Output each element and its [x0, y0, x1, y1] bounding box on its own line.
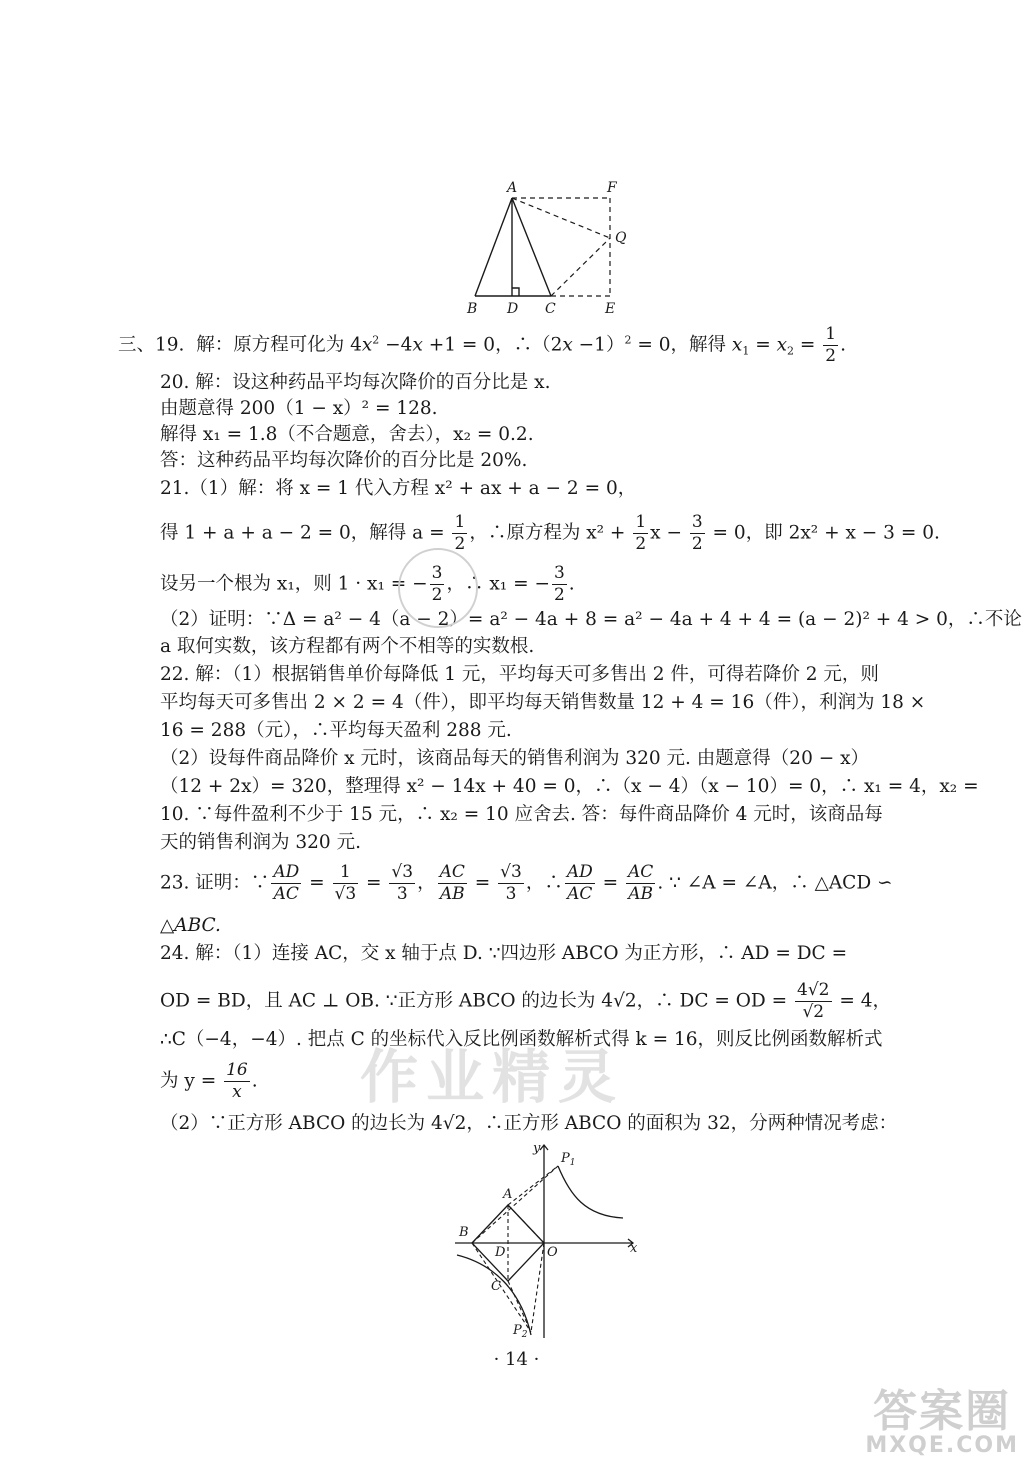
label-A: A	[503, 1187, 513, 1202]
q19-text: 解：原方程可化为 4	[196, 334, 362, 356]
q22-line-5: （12 + 2x）= 320，整理得 x² − 14x + 40 = 0，∴（x − 4）（x − 10）= 0，∴ x₁ = 4，x₂ =	[160, 776, 979, 797]
q22-line-7: 天的销售利润为 320 元.	[160, 832, 361, 853]
label-P2: $P_2$	[513, 1323, 528, 1340]
q21-line-1: 21.（1）解：将 x = 1 代入方程 x² + ax + a − 2 = 0，	[160, 478, 637, 499]
label-D: D	[495, 1245, 506, 1260]
label-A: A	[507, 180, 518, 196]
q23-line-1: 23. 证明：∵ $\frac{AD}{AC}$ = $\frac{1}{√3}$ = $\frac{√3}{3}$ ， $\frac{AC}{AB}$ = $\frac{√3}{3}$ ，∴ $\frac{AD}{AC}$ = $\frac{AC}{AB}$ . ∵ ∠A = ∠A，∴ △ACD ∽	[160, 862, 893, 904]
q20-line-1: 20. 解：设这种药品平均每次降价的百分比是 x.	[160, 372, 551, 393]
q22-line-6: 10. ∵每件盈利不少于 15 元，∴ x₂ = 10 应舍去. 答：每件商品降价 4 元时，该商品每	[160, 804, 883, 825]
label-O: O	[547, 1245, 558, 1260]
label-C: C	[545, 301, 556, 317]
watermark-stamp	[398, 548, 478, 628]
q19-line: 三、19. 解：原方程可化为 $4x^2 -4x +1 = 0$，∴（2x −1）$^2$ = 0，解得 $x_1 = x_2$ = $\frac{1}{2}$ .	[118, 324, 846, 366]
q22-line-3: 16 = 288（元），∴平均每天盈利 288 元.	[160, 720, 512, 741]
label-y: y	[533, 1141, 541, 1156]
q20-line-3: 解得 x₁ = 1.8（不合题意，舍去），x₂ = 0.2.	[160, 424, 534, 445]
q24-line-1: 24. 解：（1）连接 AC，交 x 轴于点 D. ∵四边形 ABCO 为正方形，∴ AD = DC =	[160, 943, 848, 964]
label-E: E	[605, 301, 616, 317]
q21-line-3: 设另一个根为 x₁，则 1 · x₁ = − $\frac{3}{2}$ ，∴ x₁ = − $\frac{3}{2}$ .	[160, 563, 575, 605]
q24-line-2: OD = BD，且 AC ⊥ OB. ∵正方形 ABCO 的边长为 4√2，∴ DC = OD = $\frac{4√2}{√2}$ = 4，	[160, 980, 892, 1022]
q19-number: 19.	[155, 334, 185, 356]
q22-line-1: 22. 解：（1）根据销售单价每降低 1 元，平均每天可多售出 2 件，可得若降价 2 元，则	[160, 664, 879, 685]
label-F: F	[607, 180, 617, 196]
q24-line-5: （2）∵正方形 ABCO 的边长为 4√2，∴正方形 ABCO 的面积为 32，分两种情况考虑：	[160, 1113, 898, 1134]
q19-text-b: −4	[379, 334, 413, 356]
q20-line-4: 答：这种药品平均每次降价的百分比是 20%.	[160, 450, 528, 471]
section-number: 三、	[118, 334, 156, 356]
label-C: C	[491, 1279, 501, 1294]
q24-line-3: ∴C（−4，−4）. 把点 C 的坐标代入反比例函数解析式得 k = 16，则反比例函数解析式	[160, 1029, 883, 1050]
q20-line-2: 由题意得 200（1 − x）² = 128.	[160, 398, 438, 419]
label-x: x	[630, 1241, 638, 1256]
logo-domain: MXQE.COM	[865, 1433, 1019, 1458]
q21-line-2: 得 1 + a + a − 2 = 0，解得 a = $\frac{1}{2}$ ，∴原方程为 x² + $\frac{1}{2}$ x − $\frac{3}{2}$ = 0，即 2x² + x − 3 = 0.	[160, 512, 940, 554]
figure-triangle	[455, 176, 645, 321]
q21-line-5: a 取何实数，该方程都有两个不相等的实数根.	[160, 636, 535, 657]
q19-text-e: = 0，解得	[631, 334, 732, 356]
q22-line-4: （2）设每件商品降价 x 元时，该商品每天的销售利润为 320 元. 由题意得（20 − x）	[160, 748, 870, 769]
q19-text-c: +1 = 0，∴（2	[422, 334, 563, 356]
label-P1: $P_1$	[561, 1151, 576, 1168]
q22-line-2: 平均每天可多售出 2 × 2 = 4（件），即平均每天销售数量 12 + 4 = 16（件），利润为 18 ×	[160, 692, 926, 713]
label-B: B	[467, 301, 478, 317]
logo-text: 答案圈	[873, 1386, 1012, 1437]
site-logo	[865, 1375, 1019, 1458]
q19-text-d: −1）	[572, 334, 625, 356]
watermark-text: 作业精灵	[360, 1043, 625, 1111]
q24-line-4: 为 y = $\frac{16}{x}$ .	[160, 1060, 258, 1102]
q21-line-4: （2）证明：∵Δ = a² − 4（a − 2）= a² − 4a + 8 = a² − 4a + 4 + 4 = (a − 2)² + 4 > 0，∴不论	[160, 609, 1022, 630]
label-B: B	[459, 1225, 469, 1240]
figure-coordinate-plane	[445, 1140, 650, 1340]
page-number: · 14 ·	[493, 1349, 540, 1370]
q19-fraction: $\frac{1}{2}$	[825, 324, 837, 366]
q23-line-2: △ABC.	[160, 915, 221, 936]
label-Q: Q	[615, 230, 627, 246]
label-D: D	[507, 301, 519, 317]
